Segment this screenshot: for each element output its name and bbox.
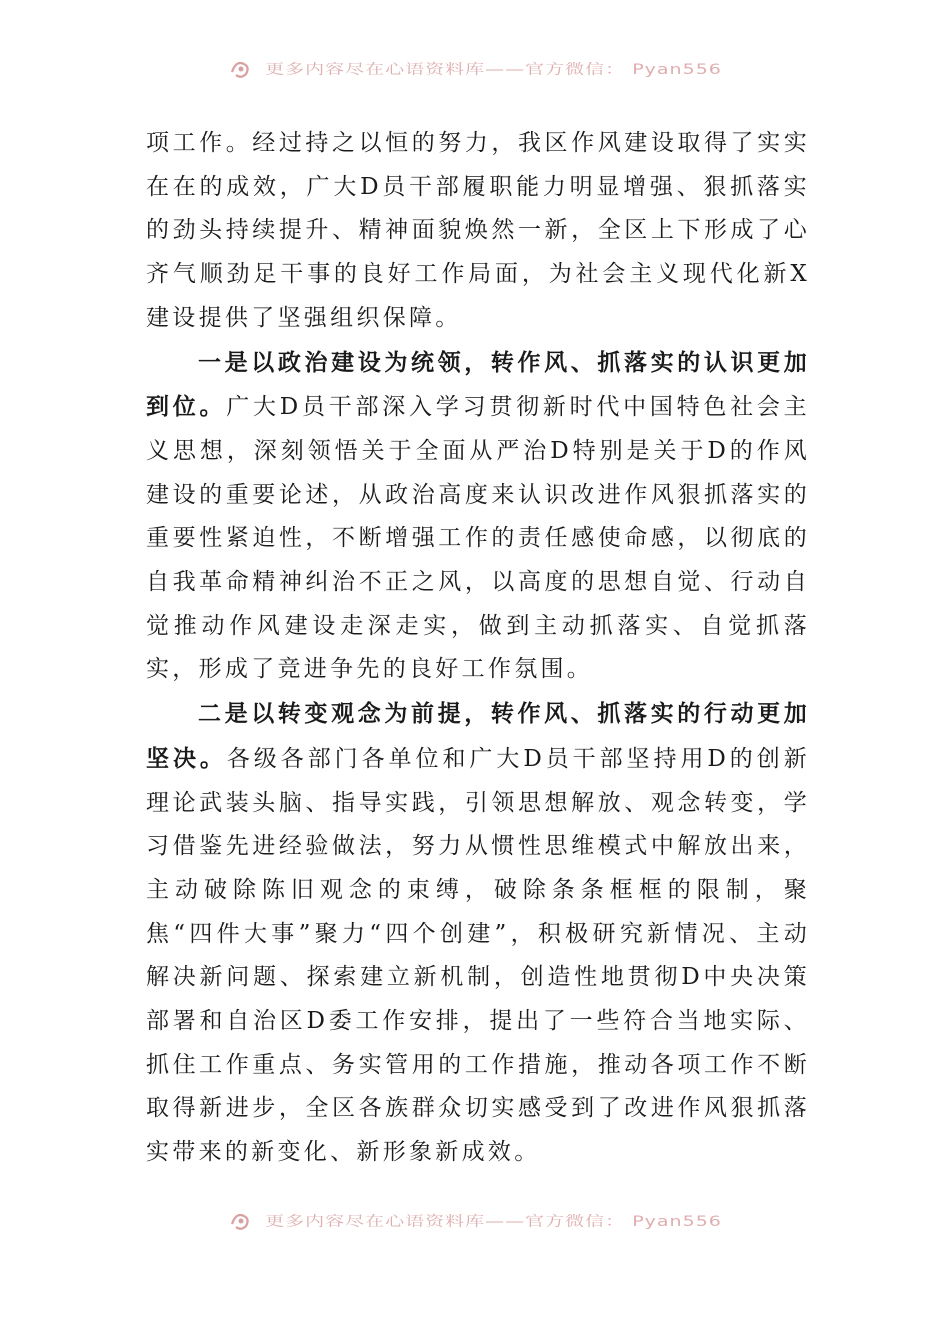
point-one-heading: 一是以政治建设为统领，转作风、抓落实的认识更加到位。: [146, 348, 810, 421]
point-one-body: 广大D员干部深入学习贯彻新时代中国特色社会主义思想，深刻领悟关于全面从严治D特别是关于D的作风建设的重要论述，从政治高度来认识改进作风狠抓落实的重要性紧迫性，不断增强工作的责任感使命感，以彻底的自我革命精神纠治不正之风，以高度的思想自觉、行动自觉推动作风建设走深走实，做到主动抓落实、自觉抓落实，形成了竞进争先的良好工作氛围。: [146, 394, 810, 683]
paragraph-point-one: [146, 341, 810, 693]
paragraph-point-two: [146, 692, 810, 1175]
point-two-body: 各级各部门各单位和广大D员干部坚持用D的创新理论武装头脑、指导实践，引领思想解放、观念转变，学习借鉴先进经验做法，努力从惯性思维模式中解放出来，主动破除陈旧观念的束缚，破除条条框框的限制，聚焦“四件大事”聚力“四个创建”，积极研究新情况、主动解决新问题、探索建立新机制，创造性地贯彻D中央决策部署和自治区D委工作安排，提出了一些符合当地实际、抓住工作重点、务实管用的工作措施，推动各项工作不断取得新进步，全区各族群众切实感受到了改进作风狠抓落实带来的新变化、新形象新成效。: [146, 745, 810, 1166]
footer-watermark: [0, 1210, 950, 1236]
point-two-heading: 二是以转变观念为前提，转作风、抓落实的行动更加坚决。: [146, 700, 810, 772]
paragraph-continuation: 项工作。经过持之以恒的努力，我区作风建设取得了实实在在的成效，广大D员干部履职能力明显增强、狠抓落实的劲头持续提升、精神面貌焕然一新，全区上下形成了心齐气顺劲足干事的良好工作局面，为社会主义现代化新X建设提供了坚强组织保障。: [146, 130, 810, 331]
watermark-text: 更多内容尽在心语资料库——官方微信： Pyan556: [265, 61, 722, 78]
header-watermark: [0, 58, 950, 84]
document-body: [146, 122, 810, 1175]
watermark-logo-icon: [228, 58, 254, 84]
footer-watermark-logo-icon: [228, 1210, 254, 1236]
footer-watermark-text: 更多内容尽在心语资料库——官方微信： Pyan556: [265, 1213, 722, 1230]
